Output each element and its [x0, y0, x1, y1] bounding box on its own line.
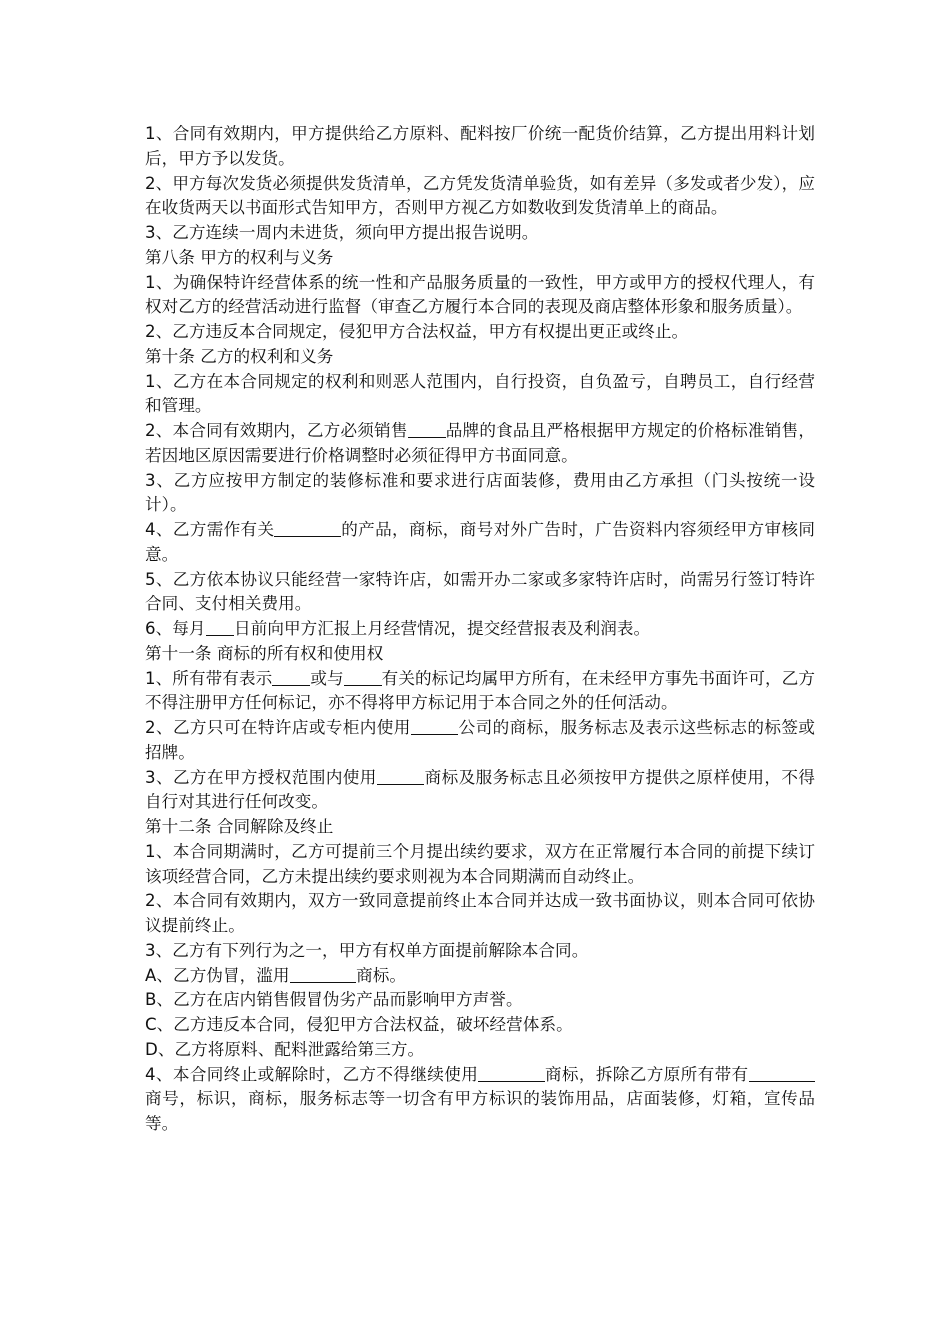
paragraph: 1、合同有效期内，甲方提供给乙方原料、配料按厂价统一配货价结算，乙方提出用料计划后，甲方予以发货。	[145, 124, 815, 168]
fill-in-blank	[272, 667, 310, 686]
paragraph: 1、乙方在本合同规定的权利和则恶人范围内，自行投资，自负盈亏，自聘员工，自行经营和管理。	[145, 371, 815, 416]
paragraph: 2、乙方违反本合同规定，侵犯甲方合法权益，甲方有权提出更正或终止。	[145, 322, 689, 341]
paragraph: 6、每月 日前向甲方汇报上月经营情况，提交经营报表及利润表。	[145, 619, 651, 638]
paragraph: 1、为确保特许经营体系的统一性和产品服务质量的一致性，甲方或甲方的授权代理人，有权对乙方的经营活动进行监督（审查乙方履行本合同的表现及商店整体形象和服务质量）。	[145, 272, 815, 317]
paragraph: 5、乙方依本协议只能经营一家特许店，如需开办二家或多家特许店时，尚需另行签订特许合同、支付相关费用。	[145, 569, 815, 614]
paragraph: 3、乙方有下列行为之一，甲方有权单方面提前解除本合同。	[145, 940, 589, 960]
fill-in-blank	[377, 766, 425, 785]
fill-in-blank	[344, 667, 382, 686]
paragraph: 3、乙方在甲方授权范围内使用 商标及服务标志且必须按甲方提供之原样使用，不得自行对其进行任何改变。	[145, 767, 815, 812]
section-heading: 第十条 乙方的权利和义务	[145, 346, 334, 366]
paragraph: 4、乙方需作有关 的产品，商标，商号对外广告时，广告资料内容须经甲方审核同意。	[145, 520, 815, 564]
paragraph: 1、本合同期满时，乙方可提前三个月提出续约要求，双方在正常履行本合同的前提下续订该项经营合同，乙方未提出续约要求则视为本合同期满而自动终止。	[145, 841, 815, 886]
section-heading: 第十二条 合同解除及终止	[145, 817, 334, 836]
fill-in-blank	[408, 419, 446, 438]
fill-in-blank	[749, 1063, 816, 1082]
paragraph: 4、本合同终止或解除时，乙方不得继续使用 商标，拆除乙方原所有带有商号，标识，商标，服务标志等一切含有甲方标识的装饰用品，店面装修，灯箱，宣传品等。	[145, 1064, 815, 1133]
paragraph: 3、乙方应按甲方制定的装修标准和要求进行店面装修，费用由乙方承担（门头按统一设计）。	[145, 470, 815, 515]
fill-in-blank	[411, 716, 459, 735]
paragraph: 2、本合同有效期内，乙方必须销售 品牌的食品且严格根据甲方规定的价格标准销售，若因地区原因需要进行价格调整时必须征得甲方书面同意。	[145, 421, 815, 465]
list-item: B、乙方在店内销售假冒伪劣产品而影响甲方声誉。	[145, 990, 523, 1010]
fill-in-blank	[290, 964, 357, 983]
list-item: A、乙方伪冒，滥用 商标。	[145, 965, 406, 985]
section-heading: 第十一条 商标的所有权和使用权	[145, 643, 384, 663]
list-item: C、乙方违反本合同，侵犯甲方合法权益，破坏经营体系。	[145, 1015, 573, 1034]
document-body	[145, 122, 815, 1137]
paragraph: 2、甲方每次发货必须提供发货清单，乙方凭发货清单验货，如有差异（多发或者少发），应在收货两天以书面形式告知甲方，否则甲方视乙方如数收到发货清单上的商品。	[145, 173, 815, 218]
fill-in-blank	[478, 1063, 545, 1082]
section-heading: 第八条 甲方的权利与义务	[145, 247, 334, 267]
paragraph: 1、所有带有表示 或与 有关的标记均属甲方所有，在未经甲方事先书面许可，乙方不得注册甲方任何标记，亦不得将甲方标记用于本合同之外的任何活动。	[145, 668, 815, 713]
paragraph: 3、乙方连续一周内未进货，须向甲方提出报告说明。	[145, 223, 539, 242]
fill-in-blank	[206, 617, 235, 636]
fill-in-blank	[274, 518, 341, 537]
list-item: D、乙方将原料、配料泄露给第三方。	[145, 1039, 425, 1059]
paragraph: 2、乙方只可在特许店或专柜内使用 公司的商标，服务标志及表示这些标志的标签或招牌。	[145, 718, 815, 762]
paragraph: 2、本合同有效期内，双方一致同意提前终止本合同并达成一致书面协议，则本合同可依协议提前终止。	[145, 891, 815, 935]
